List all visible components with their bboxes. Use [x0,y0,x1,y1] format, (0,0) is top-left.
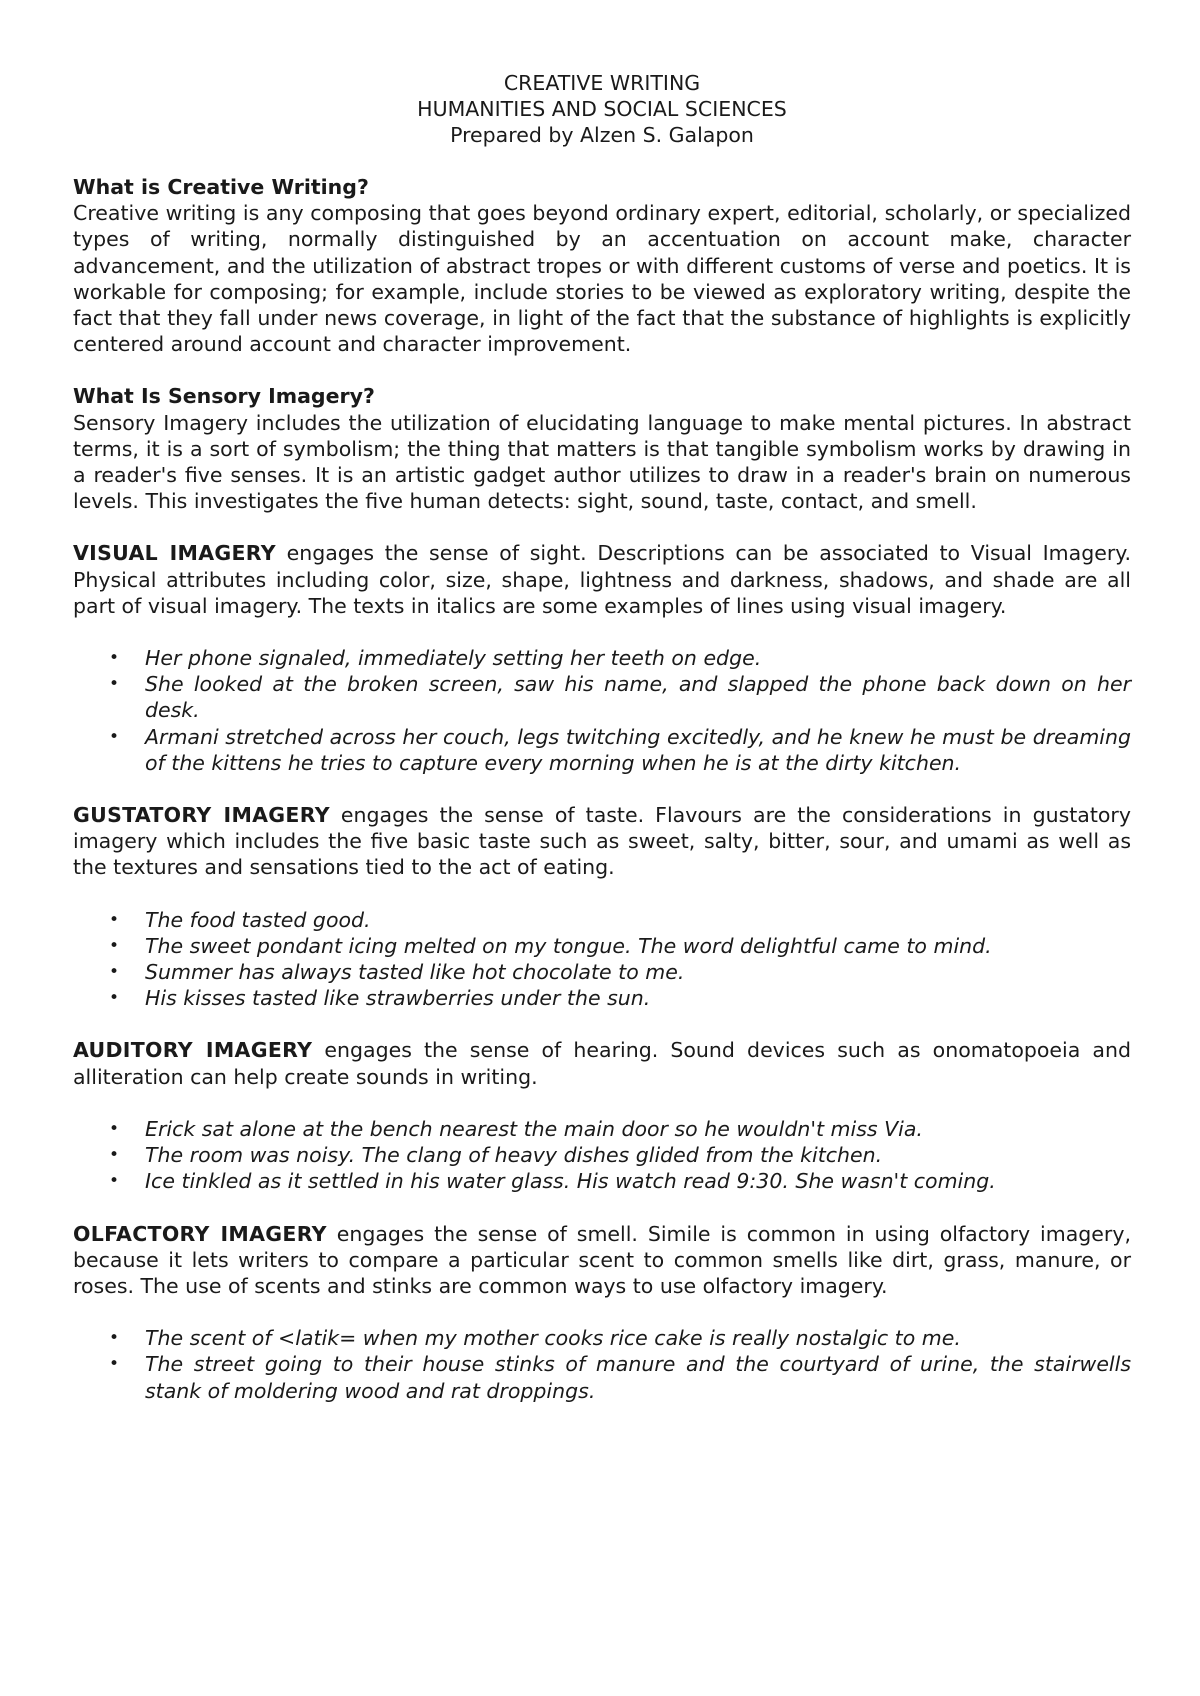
document-header [73,70,1131,148]
example-text: Erick sat alone at the bench nearest the main door so he wouldn't miss Via. [145,1116,923,1141]
example-text: His kisses tasted like strawberries under the sun. [145,986,651,1011]
section-gustatory-imagery [73,802,1131,1011]
list-item [73,1351,1131,1403]
example-text: The sweet pondant icing melted on my tongue. The word delightful came to mind. [145,933,992,958]
section-auditory-imagery [73,1037,1131,1194]
bullet-icon: • [109,1145,120,1166]
list-item [73,1325,1131,1351]
section-lead: GUSTATORY IMAGERY [73,803,330,828]
section-lead: AUDITORY IMAGERY [73,1038,313,1063]
example-text: The food tasted good. [145,907,371,932]
list-item [73,724,1131,776]
section-visual-imagery [73,540,1131,776]
list-item [73,985,1131,1011]
example-list [73,1116,1131,1195]
bullet-icon: • [109,648,120,669]
list-item [73,645,1131,671]
section-lead: VISUAL IMAGERY [73,541,276,566]
bullet-icon: • [109,935,120,956]
bullet-icon: • [109,1354,120,1375]
bullet-icon: • [109,1171,120,1192]
example-text: She looked at the broken screen, saw his name, and slapped the phone back down on her desk. [145,672,1131,723]
section-body [73,1221,1131,1300]
section-heading: What is Creative Writing? [73,175,369,199]
bullet-icon: • [109,988,120,1009]
bullet-icon: • [109,726,120,747]
section-sensory-imagery [73,383,1131,514]
list-item [73,933,1131,959]
list-item [73,1116,1131,1142]
example-text: Her phone signaled, immediately setting her teeth on edge. [145,646,762,671]
example-text: Armani stretched across her couch, legs twitching excitedly, and he knew he must be dreaming of the kittens he tries to capture every morning when he is at the dirty kitchen. [145,724,1131,775]
list-item [73,959,1131,985]
section-body-text: engages the sense of hearing. Sound devices such as onomatopoeia and alliteration can help create sounds in writing. [73,1038,1131,1089]
section-creative-writing [73,174,1131,357]
section-heading: What Is Sensory Imagery? [73,384,375,409]
list-item [73,1168,1131,1194]
example-list [73,907,1131,1012]
list-item [73,907,1131,933]
bullet-icon: • [109,1328,120,1349]
section-body [73,802,1131,881]
example-text: The street going to their house stinks of manure and the courtyard of urine, the stairwells stank of moldering wood and rat droppings. [145,1352,1131,1403]
document-author: Prepared by Alzen S. Galapon [450,123,754,147]
example-text: Ice tinkled as it settled in his water glass. His watch read 9:30. She wasn't coming. [145,1169,996,1194]
document-subtitle: HUMANITIES AND SOCIAL SCIENCES [417,97,787,121]
bullet-icon: • [109,1118,120,1139]
section-lead: OLFACTORY IMAGERY [73,1221,327,1246]
section-body: Sensory Imagery includes the utilization of elucidating language to make mental pictures. In abstract terms, it is a sort of symbolism; the thing that matters is that tangible symbolism works by drawing in a reader's five senses. It is an artistic gadget author utilizes to draw in a reader's brain on numerous levels. This investigates the five human detects: sight, sound, taste, contact, and smell. [73,410,1131,514]
section-body-text: engages the sense of sight. Descriptions can be associated to Visual Imagery. Physical attributes including color, size, shape, lightness and darkness, shadows, and shade are all part of visual imagery. The texts in italics are some examples of lines using visual imagery. [73,541,1131,618]
example-text: The room was noisy. The clang of heavy dishes glided from the kitchen. [145,1143,883,1168]
section-body-text: engages the sense of smell. Simile is common in using olfactory imagery, because it lets writers to compare a particular scent to common smells like dirt, grass, manure, or roses. The use of scents and stinks are common ways to use olfactory imagery. [73,1221,1131,1298]
section-body [73,540,1131,619]
section-body [73,1037,1131,1089]
section-olfactory-imagery [73,1221,1131,1404]
example-text: Summer has always tasted like hot chocolate to me. [145,960,685,985]
document-title: CREATIVE WRITING [503,71,701,95]
example-list [73,645,1131,776]
section-body-text: engages the sense of taste. Flavours are the considerations in gustatory imagery which includes the five basic taste such as sweet, salty, bitter, sour, and umami as well as the textures and sensations tied to the act of eating. [73,803,1131,880]
list-item [73,671,1131,723]
example-list [73,1325,1131,1404]
bullet-icon: • [109,674,120,695]
section-body: Creative writing is any composing that goes beyond ordinary expert, editorial, scholarly, or specialized types of writing, normally distinguished by an accentuation on account make, character advancement, and the utilization of abstract tropes or with different customs of verse and poetics. It is workable for composing; for example, include stories to be viewed as exploratory writing, despite the fact that they fall under news coverage, in light of the fact that the substance of highlights is explicitly centered around account and character improvement. [73,201,1131,357]
list-item [73,1142,1131,1168]
example-text: The scent of <latik= when my mother cooks rice cake is really nostalgic to me. [145,1326,961,1351]
bullet-icon: • [109,962,120,983]
bullet-icon: • [109,909,120,930]
